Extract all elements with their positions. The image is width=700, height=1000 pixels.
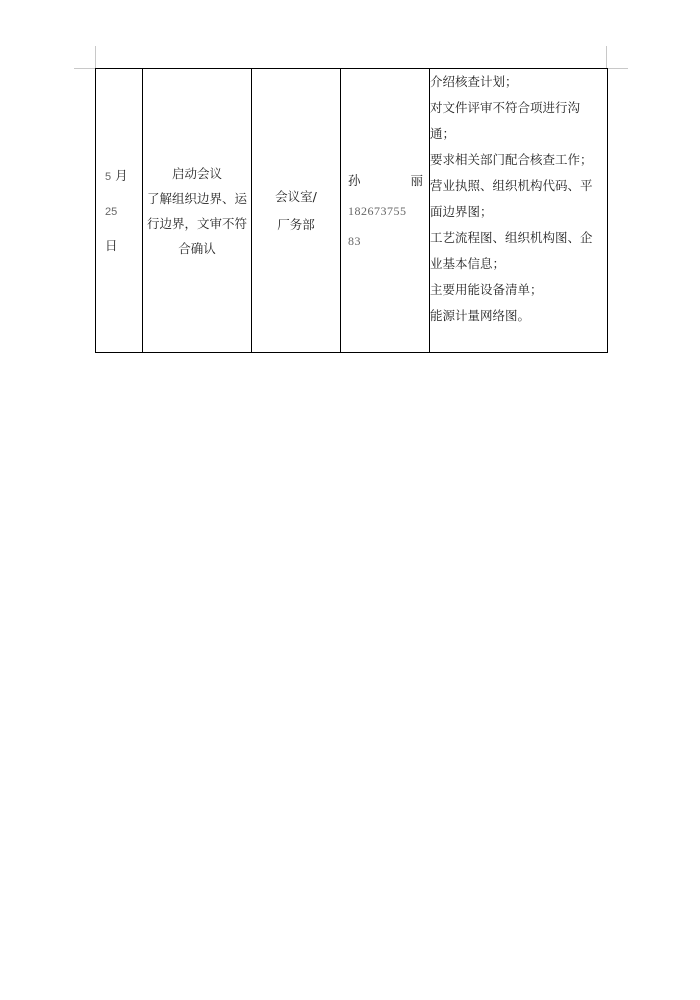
document-line: 营业执照、组织机构代码、平 [430,178,593,193]
document-line: 工艺流程图、组织机构图、企 [430,230,593,245]
location-line: 会议室/ [275,188,317,204]
document-line: 对文件评审不符合项进行沟 [430,100,581,115]
location-cell [252,69,341,353]
contact-phone: 83 [348,233,361,248]
crop-mark [74,68,95,69]
schedule-table [95,68,608,353]
topic-desc-line: 行边界，文审不符 [147,215,248,231]
documents-cell [430,69,608,353]
month-number: 5 [105,171,112,183]
document-line: 业基本信息； [430,256,506,271]
contact-name-char: 孙 [348,172,361,188]
topic-title: 启动会议 [171,165,222,181]
document-line: 要求相关部门配合核查工作； [430,152,593,167]
day-number: 25 [105,206,118,218]
month-unit: 月 [115,168,128,183]
document-line: 面边界图； [430,204,493,219]
date-cell [96,69,143,353]
crop-mark [607,68,628,69]
document-line: 主要用能设备清单； [430,282,543,297]
contact-name [348,166,423,196]
crop-mark [606,46,607,68]
topic-cell [143,69,252,353]
contact-name-char: 丽 [410,172,423,188]
document-line: 介绍核查计划； [430,74,518,89]
contact-cell [341,69,430,353]
topic-desc-line: 合确认 [178,240,216,256]
document-line: 通； [430,126,456,141]
contact-phone: 182673755 [348,203,407,218]
table-row [96,69,608,353]
document-line: 能源计量网络图。 [430,308,531,323]
topic-desc-line: 了解组织边界、运 [147,190,248,206]
day-unit: 日 [105,238,118,253]
crop-mark [95,46,96,68]
location-line: 厂务部 [277,216,315,232]
